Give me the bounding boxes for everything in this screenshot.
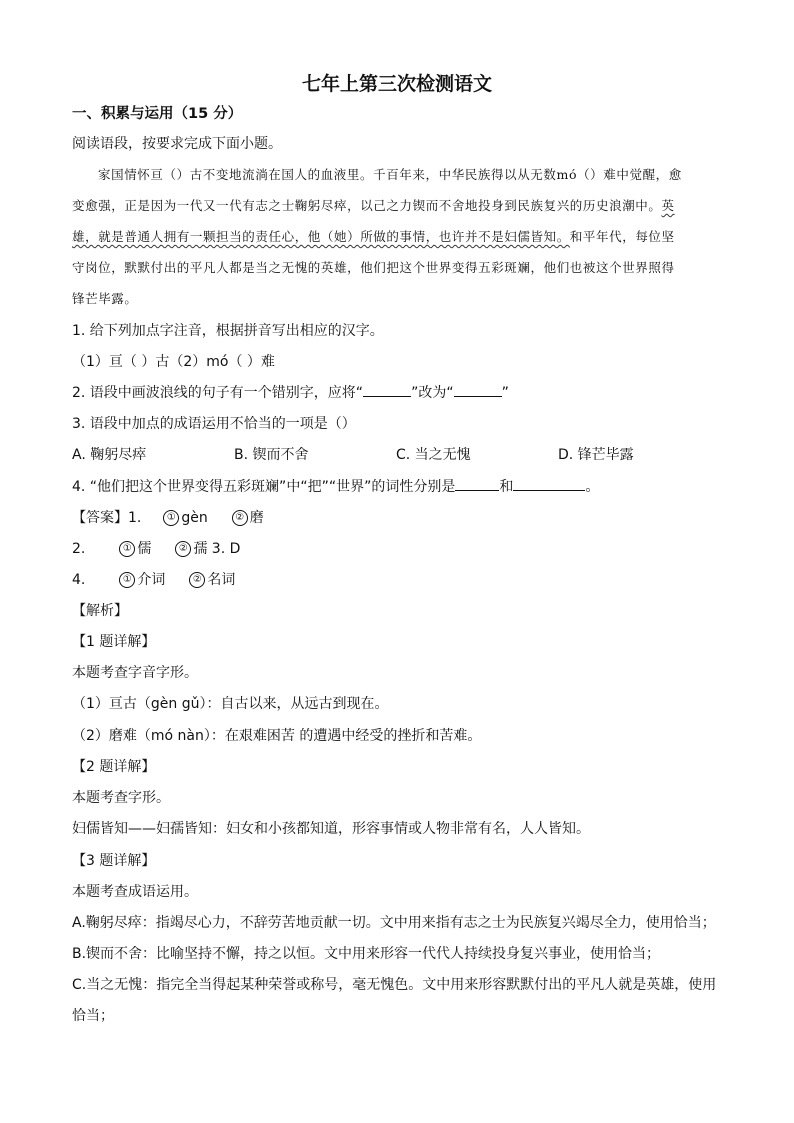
answer-blank[interactable] bbox=[363, 384, 411, 397]
detail-1-heading: 【1 题详解】 bbox=[72, 634, 156, 650]
detail-2-heading: 【2 题详解】 bbox=[72, 759, 156, 775]
circled-number: ① bbox=[119, 572, 135, 588]
answer-value: 介词 bbox=[137, 572, 166, 588]
answer-value: 磨 bbox=[249, 510, 264, 526]
answer-row-2 bbox=[72, 540, 240, 558]
detail-3-line-2: B.锲而不舍：比喻坚持不懈，持之以恒。文中用来形容一代代人持续投身复兴事业，使用恰当； bbox=[72, 946, 661, 962]
question-3: 3. 语段中加点的成语运用不恰当的一项是（） bbox=[72, 416, 356, 432]
question-1: 1. 给下列加点字注音，根据拼音写出相应的汉字。 bbox=[72, 323, 384, 339]
question-2-text: 2. 语段中画波浪线的句子有一个错别字，应将“ bbox=[72, 385, 364, 401]
question-4-end: 。 bbox=[585, 479, 600, 495]
answer-label: 【答案】1. bbox=[72, 510, 142, 526]
question-4-mid: 和 bbox=[499, 479, 514, 495]
question-2-mid: ”改为“ bbox=[411, 385, 454, 401]
question-2-end: ” bbox=[501, 385, 509, 401]
passage-line-4: 守岗位，默默付出的平凡人都是当之无愧的英雄，他们把这个世界变得五彩斑斓，他们也被这个世界照得 bbox=[72, 260, 675, 275]
passage-line-2-text: 变愈强，正是因为一代又一代有志之士鞠躬尽瘁，以己之力锲而不舍地投身到民族复兴的历史浪潮中。 bbox=[72, 198, 662, 213]
answer-blank[interactable] bbox=[455, 478, 499, 491]
passage-line-3-text: 和平年代，每位坚 bbox=[569, 229, 675, 244]
option-a: A. 鞠躬尽瘁 bbox=[72, 447, 147, 463]
answer-value: 名词 bbox=[207, 572, 236, 588]
passage-line-5: 锋芒毕露。 bbox=[72, 291, 138, 306]
page-title: 七年上第三次检测语文 bbox=[301, 73, 492, 95]
detail-1-intro: 本题考查字音字形。 bbox=[72, 665, 198, 681]
answer-blank[interactable] bbox=[454, 384, 502, 397]
circled-number: ② bbox=[232, 510, 248, 526]
passage-line-1: 家国情怀亘（）古不变地流淌在国人的血液里。千百年来，中华民族得以从无数mó（）难中觉醒，愈 bbox=[98, 167, 682, 182]
detail-3-line-1: A.鞠躬尽瘁：指竭尽心力，不辞劳苦地贡献一切。文中用来指有志之士为民族复兴竭尽全力，使用恰当； bbox=[72, 915, 716, 931]
circled-number: ② bbox=[175, 541, 191, 557]
answer-blank[interactable] bbox=[513, 478, 585, 491]
passage-line-3 bbox=[72, 228, 675, 246]
question-4 bbox=[72, 478, 599, 496]
detail-3-intro: 本题考查成语运用。 bbox=[72, 884, 198, 900]
detail-1-line-2: （2）磨难（mó nàn）：在艰难困苦 的遭遇中经受的挫折和苦难。 bbox=[72, 728, 482, 744]
question-4-text: 4. “他们把这个世界变得五彩斑斓”中“把”“世界”的词性分别是 bbox=[72, 479, 456, 495]
answer-label: 4. bbox=[72, 572, 86, 588]
detail-2-line-1: 妇儒皆知——妇孺皆知：妇女和小孩都知道，形容事情或人物非常有名，人人皆知。 bbox=[72, 821, 590, 837]
detail-3-line-3: C.当之无愧：指完全当得起某种荣誉或称号，毫无愧色。文中用来形容默默付出的平凡人就是英雄，使用 bbox=[72, 977, 717, 993]
option-b: B. 锲而不舍 bbox=[234, 447, 309, 463]
circled-number: ② bbox=[189, 572, 205, 588]
answer-label: 2. bbox=[72, 541, 86, 557]
section-heading: 一、积累与运用（15 分） bbox=[72, 106, 243, 122]
wavy-sentence-start: 英 bbox=[661, 198, 675, 213]
circled-number: ① bbox=[163, 510, 179, 526]
detail-3-heading: 【3 题详解】 bbox=[72, 853, 156, 869]
question-1-items: （1）亘（ ）古（2）mó（ ）难 bbox=[72, 354, 275, 370]
answer-value: 儒 bbox=[137, 541, 152, 557]
question-2 bbox=[72, 384, 509, 402]
circled-number: ① bbox=[119, 541, 135, 557]
instruction-text: 阅读语段，按要求完成下面小题。 bbox=[72, 136, 282, 152]
answer-value: gèn bbox=[181, 510, 208, 526]
detail-2-intro: 本题考查字形。 bbox=[72, 790, 170, 806]
analysis-heading: 【解析】 bbox=[72, 603, 128, 619]
option-c: C. 当之无愧 bbox=[396, 447, 471, 463]
answer-row-1 bbox=[72, 509, 264, 527]
answer-value: 孺 3. D bbox=[193, 541, 241, 557]
option-d: D. 锋芒毕露 bbox=[558, 447, 634, 463]
answer-row-4 bbox=[72, 571, 235, 589]
passage-line-2 bbox=[72, 197, 675, 215]
detail-3-line-4: 恰当； bbox=[72, 1008, 114, 1024]
wavy-sentence: 雄，就是普通人拥有一颗担当的责任心，他（她）所做的事情，也许并不是妇儒皆知。 bbox=[72, 229, 570, 244]
detail-1-line-1: （1）亘古（gèn gǔ）：自古以来，从远古到现在。 bbox=[72, 696, 389, 712]
